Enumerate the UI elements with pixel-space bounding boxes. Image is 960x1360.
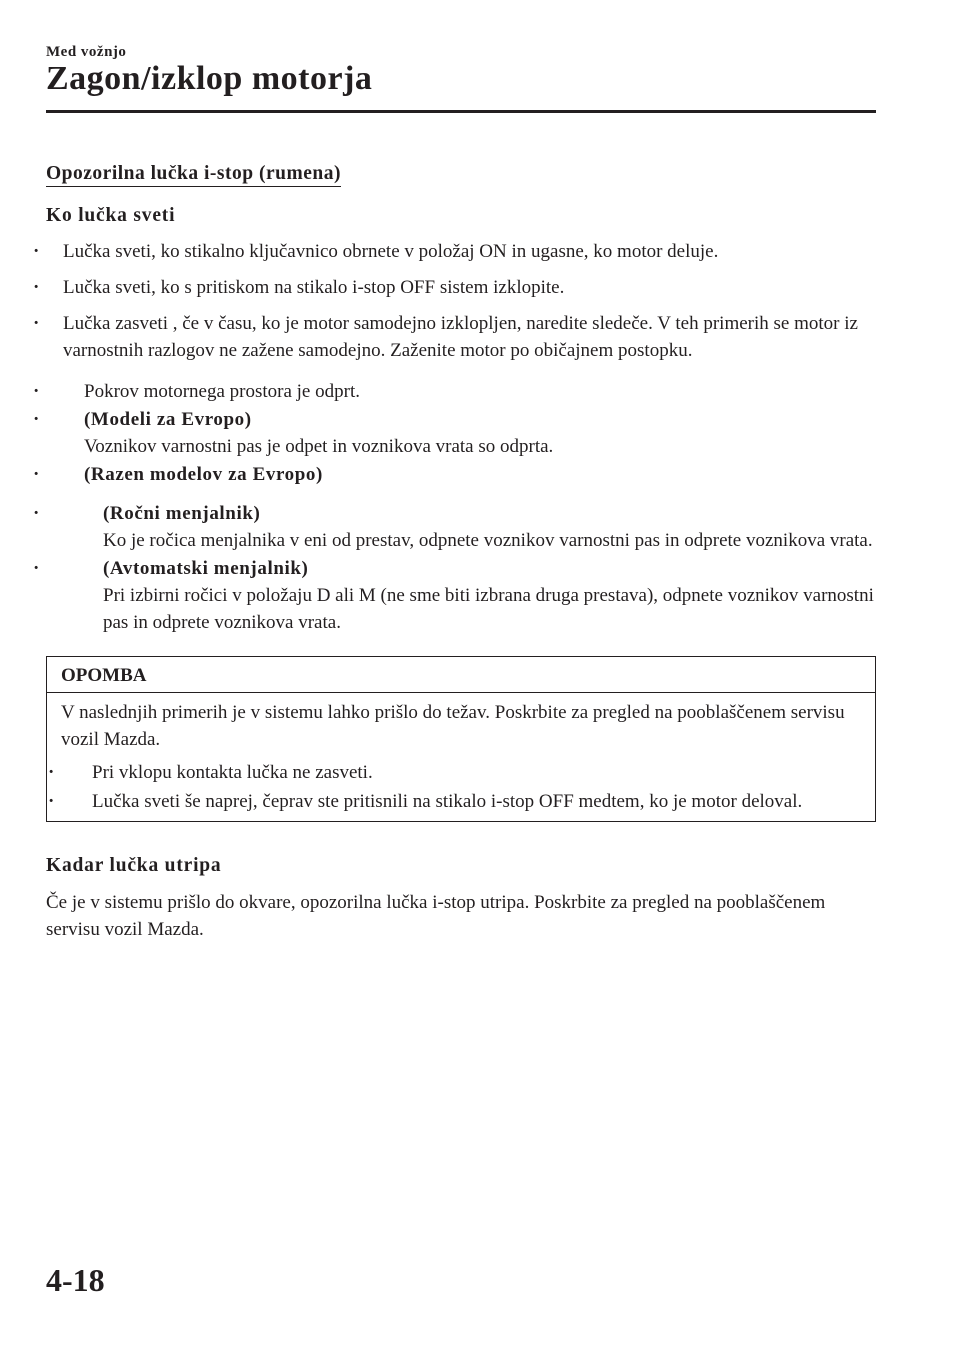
list-item: · Lučka sveti, ko stikalno ključavnico obrnete v položaj ON in ugasne, ko motor deluje. [46,238,876,265]
section-heading: Opozorilna lučka i-stop (rumena) [46,163,341,187]
list-item-label: · (Ročni menjalnik) [103,503,261,524]
list-item-label: · (Modeli za Evropo) [84,409,252,430]
list-item: · Lučka sveti, ko s pritiskom na stikalo i-stop OFF sistem izklopite. [46,274,876,301]
lamp-on-list [46,238,876,364]
note-title: OPOMBA [47,657,875,693]
list-item: · Lučka zasveti , če v času, ko je motor samodejno izklopljen, naredite sledeče. V teh primerih se motor iz varnostnih razlogov ne zažene samodejno. Zaženite motor po običajnem postopku. [46,310,876,364]
paragraph: Če je v sistemu prišlo do okvare, opozorilna lučka i-stop utripa. Poskrbite za pregled na pooblaščenem servisu vozil Mazda. [46,892,826,940]
list-item-text: Pokrov motornega prostora je odprt. [84,381,360,402]
section-label: Med vožnjo [46,44,127,60]
list-item [46,555,876,636]
main-content [46,160,876,943]
list-item-text: Voznikov varnostni pas je odpet in voznikova vrata so odprta. [84,436,554,457]
list-item: · Lučka sveti še naprej, čeprav ste pritisnili na stikalo i-stop OFF medtem, ko je motor deloval. [61,788,861,815]
note-body [47,693,875,821]
note-intro: V naslednjih primerih je v sistemu lahko prišlo do težav. Poskrbite za pregled na pooblaščenem servisu vozil Mazda. [61,702,845,750]
list-item-text: Pri izbirni ročici v položaju D ali M (ne sme biti izbrana druga prestava), odpnete voznikov varnostni pas in odprete voznikova vrata. [103,585,874,633]
page-number: 4-18 [46,1262,105,1298]
list-item [46,378,876,405]
list-item-label: · (Razen modelov za Evropo) [84,464,323,485]
note-list [61,759,861,815]
list-item-label: · (Avtomatski menjalnik) [103,558,309,579]
list-item [46,461,876,488]
list-item [46,500,876,554]
condition-list [46,378,876,488]
chapter-title: Zagon/izklop motorja [46,60,373,97]
header-rule [46,110,876,113]
transmission-list [46,500,876,636]
list-item-text: Ko je ročica menjalnika v eni od prestav, odpnete voznikov varnostni pas in odprete voznikova vrata. [103,530,873,551]
subheading-lamp-flashing: Kadar lučka utripa [46,855,222,876]
subheading-lamp-on: Ko lučka sveti [46,205,176,226]
list-item: · Pri vklopu kontakta lučka ne zasveti. [61,759,861,786]
list-item [46,406,876,460]
note-box [46,656,876,822]
